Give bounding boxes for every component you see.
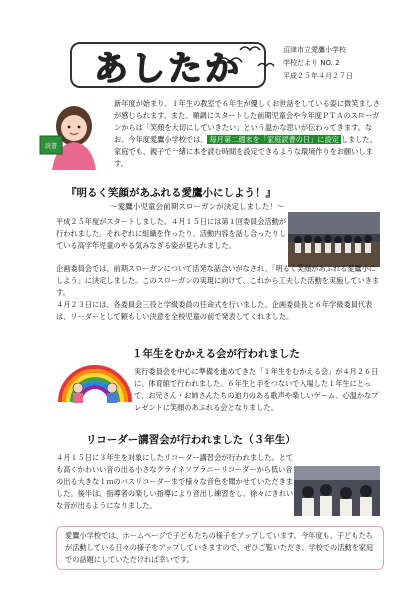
book-label: 読書 bbox=[44, 143, 58, 150]
reading-day-highlight: 毎月第二週末を「家庭読書の日」に設定 bbox=[209, 135, 339, 144]
issue-number: 学校だより NO. 2 bbox=[283, 59, 340, 67]
issue-date: 平成２５年４月２７日 bbox=[283, 72, 353, 80]
welcome-section-title: １年生をむかえる会が行われました bbox=[132, 348, 300, 360]
slogan-paragraph-2: 企画委員会では、前期スローガンについて活発な話合いがなされ、「明るく笑顔があふれる愛鷹小にしよう」に決定しました。このスローガンの実現に向けて、これから工夫した活動を実施していきます。 bbox=[56, 264, 380, 297]
slogan-paragraphs bbox=[56, 263, 382, 323]
recorder-class-photo bbox=[294, 466, 380, 516]
welcome-paragraph: 実行委員会を中心に準備を進めてきた「１年生をむかえる会」が４月２６日に、体育館で行われました。６年生と手をつないで入場した１年生にとって、お兄さん・お姉さんたちの迫力のある歌声や楽しいゲーム、心温かなプレゼントに笑顔のあふれる会となりました。 bbox=[134, 367, 379, 412]
newsletter-title: あしたか bbox=[94, 48, 242, 89]
slogan-paragraph-1: 平成２５年度がスタートしました。４月１５日には第１回委員会活動が行われました。それぞれに組織を作ったり、活動内容を話し合ったりしている高学年児童のやる気みなぎる姿が見られました。 bbox=[56, 217, 287, 250]
committee-photo bbox=[288, 212, 380, 267]
birds-icon bbox=[210, 40, 280, 80]
masthead-info bbox=[283, 44, 353, 83]
slogan-section-subtitle: ～愛鷹小児童会前期スローガンが決定しました！～ bbox=[110, 202, 285, 211]
recorder-section-title: リコーダー講習会が行われました（３年生） bbox=[86, 434, 296, 446]
intro-paragraph bbox=[36, 98, 382, 170]
intro-text-end: しました。家庭でも、親子で一緒に本を読む時間を設定できるような環境作りをお願いします。 bbox=[114, 135, 377, 168]
slogan-section-title: 『明るく笑顔があふれる愛鷹小にしよう！』 bbox=[66, 187, 276, 199]
recorder-paragraph: ４月１５日に３年生を対象にしたリコーダー講習会が行われました。とても高くかわいい音の出る小さなクライネソプラニーリコーダーから低い音の出る大きな１ｍのバスリコーダーまで様々な音色を聞かせていただきました。後半は、指導者の楽しい指導により音出し練習をし、徐々にきれいな音が出るようになりました。 bbox=[56, 453, 294, 510]
slogan-paragraph-3: ４月２３日には、各委員会三役と学級委員の任命式を行いました。企画委員長と６年学級委員代表は、リーダーとして頼もしい決意を全校児童の前で発表してくれました。 bbox=[56, 300, 373, 321]
homepage-notice bbox=[56, 526, 384, 570]
homepage-notice-text: 愛鷹小学校では、ホームページで子どもたちの様子をアップしています。今年度も、子どもたちが活動している日々の様子をアップしていきますので、ぜひご覧いただき、学校での活動を家庭での話題にしていただければ幸いです。 bbox=[65, 531, 374, 564]
school-name: 沼津市立愛鷹小学校 bbox=[283, 46, 346, 54]
intro-text-start: 新年度が始まり、１年生の教室で６年生が優しくお世話をしている姿に微笑ましさが感じられます。また、順調にスタートした前期児童会や今年度ＰＴＡのスローガンからは「笑顔を大切にしていきたい」という温かな思いが伝わってきます。なお、今年度愛鷹小学校では、 bbox=[114, 99, 380, 144]
rainbow-children-illustration bbox=[54, 344, 136, 406]
